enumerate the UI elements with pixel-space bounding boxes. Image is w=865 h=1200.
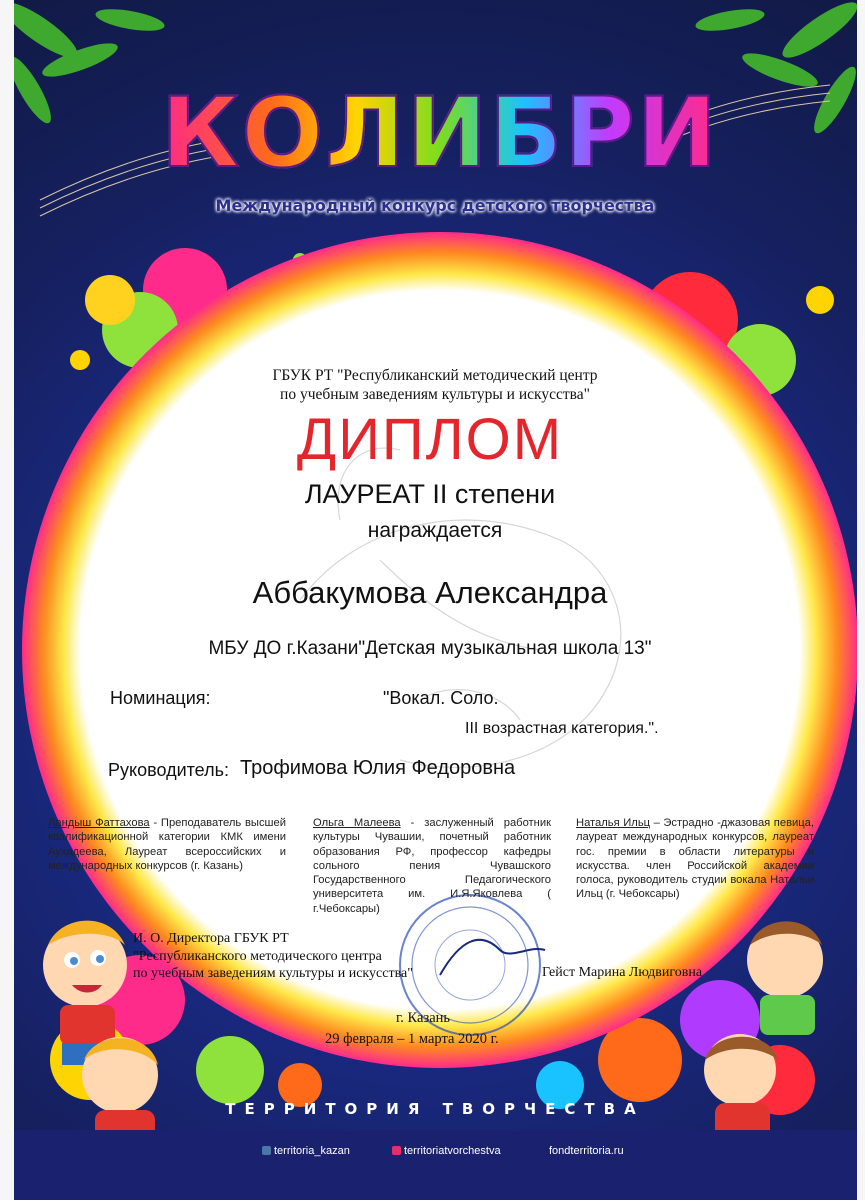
event-dates: 29 февраля – 1 марта 2020 г. [325,1031,499,1047]
social-vk-label: territoria_kazan [274,1145,350,1157]
director-title-line-3: по учебным заведениям культуры и искусства" [133,966,413,981]
jury-member-name: Ольга Малеева [313,817,401,829]
age-category: III возрастная категория.". [465,720,659,737]
leader-label: Руководитель: [108,760,229,780]
logo-subtitle: Международный конкурс детского творчества [215,196,655,215]
leader-name: Трофимова Юлия Федоровна [240,757,516,779]
footer-brand: ТЕРРИТОРИЯ ТВОРЧЕСТВА [225,1100,645,1118]
laureate-degree: ЛАУРЕАТ II степени [304,479,556,509]
director-title-line-1: И. О. Директора ГБУК РТ [133,931,289,946]
social-website [549,1145,624,1157]
school-name: МБУ ДО г.Казани"Детская музыкальная школа 13" [208,638,652,659]
nomination-value: "Вокал. Соло. [383,688,499,708]
nomination-label: Номинация: [110,688,211,708]
organization-line-2: по учебным заведениям культуры и искусства" [280,386,590,403]
scan-edge-left [0,0,14,1200]
director-title-block [133,930,413,983]
jury-member-bio: - Преподаватель высшей квалификационной категории КМК имени Аухадеева, Лауреат всероссийских и международных конкурсов (г. Казань) [48,817,286,872]
recipient-name: Аббакумова Александра [252,575,608,610]
social-vk [262,1145,350,1157]
jury-member-name: Ландыш Фаттахова [48,817,150,829]
social-website-label: fondterritoria.ru [549,1145,624,1157]
city: г. Казань [396,1010,451,1026]
jury-member-bio: – Эстрадно -джазовая певица, лауреат международных конкурсов, лауреат гос. премии в области литературы и искусства. член Российской академии голоса, руководитель студии вокала Натальи Ильц (г. Чебоксары) [576,817,815,901]
director-name: Гейст Марина Людвиговна [542,965,703,980]
social-instagram [392,1145,501,1157]
jury-member-name: Наталья Ильц [576,817,651,829]
director-title-line-2: "Республиканского методического центра [133,948,382,964]
footer-band [0,1130,865,1200]
instagram-icon [392,1146,401,1155]
jury-member-3 [576,816,814,902]
social-instagram-label: territoriatvorchestva [404,1145,501,1157]
awarded-label: награждается [367,519,503,542]
jury-member-2 [313,816,551,916]
scan-edge-right [857,0,865,1200]
jury-member-bio: - заслуженный работник культуры Чувашии, почетный работник образования РФ, профессор кафедры сольного пения Чувашского Государственного Педагогического университета им. И.Я.Яковлева ( г.Чебоксары) [313,817,552,915]
organization-name [230,366,640,404]
organization-line-1: ГБУК РТ "Республиканский методический центр [272,367,598,384]
jury-member-1 [48,816,286,873]
diploma-title: ДИПЛОМ [296,407,564,472]
vk-icon [262,1146,271,1155]
logo-title: КОЛИБРИ [160,77,720,189]
